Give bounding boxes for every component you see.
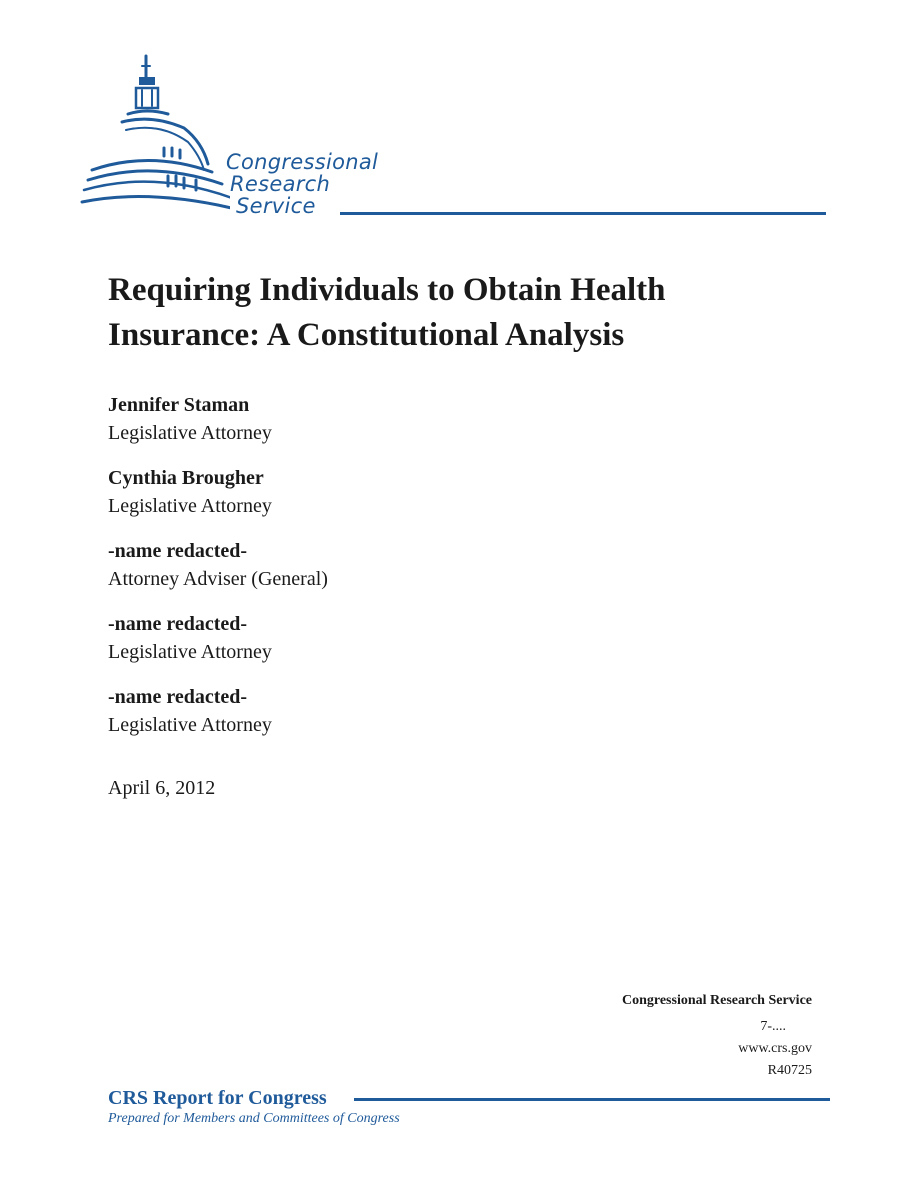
author-role: Legislative Attorney [108, 495, 272, 517]
author-role: Attorney Adviser (General) [108, 568, 328, 590]
report-title-line-1: Requiring Individuals to Obtain Health [108, 272, 666, 308]
author-name: -name redacted- [108, 686, 248, 708]
author-name: Cynthia Brougher [108, 467, 264, 489]
logo-divider [340, 212, 826, 215]
report-title [108, 268, 808, 358]
logo-line-congressional: Congressional [226, 150, 379, 174]
author-role: Legislative Attorney [108, 714, 272, 736]
author-name: -name redacted- [108, 613, 248, 635]
capitol-dome-icon [80, 52, 230, 222]
author-name: Jennifer Staman [108, 394, 250, 416]
author-role: Legislative Attorney [108, 422, 272, 444]
logo-line-research: Research [230, 172, 331, 196]
crs-organization: Congressional Research Service [621, 993, 812, 1008]
crs-report-number: R40725 [767, 1063, 812, 1078]
crs-phone: 7-.... [760, 1019, 786, 1034]
crs-logo-text [226, 152, 378, 217]
report-title-line-2: Insurance: A Constitutional Analysis [108, 317, 625, 353]
banner-divider [354, 1098, 830, 1101]
report-date: April 6, 2012 [108, 777, 216, 799]
prepared-for-note: Prepared for Members and Committees of Congress [108, 1111, 400, 1126]
crs-contact-block [492, 990, 812, 1082]
crs-website-link[interactable]: www.crs.gov [738, 1041, 812, 1056]
author-role: Legislative Attorney [108, 641, 272, 663]
author-entry [108, 392, 608, 448]
author-name: -name redacted- [108, 540, 248, 562]
author-list [108, 392, 608, 757]
author-entry [108, 611, 608, 667]
author-entry [108, 465, 608, 521]
author-entry [108, 538, 608, 594]
author-entry [108, 684, 608, 740]
crs-report-label: CRS Report for Congress [108, 1087, 327, 1109]
crs-logo [80, 52, 840, 227]
logo-line-service: Service [236, 194, 316, 218]
crs-report-banner [108, 1086, 830, 1112]
